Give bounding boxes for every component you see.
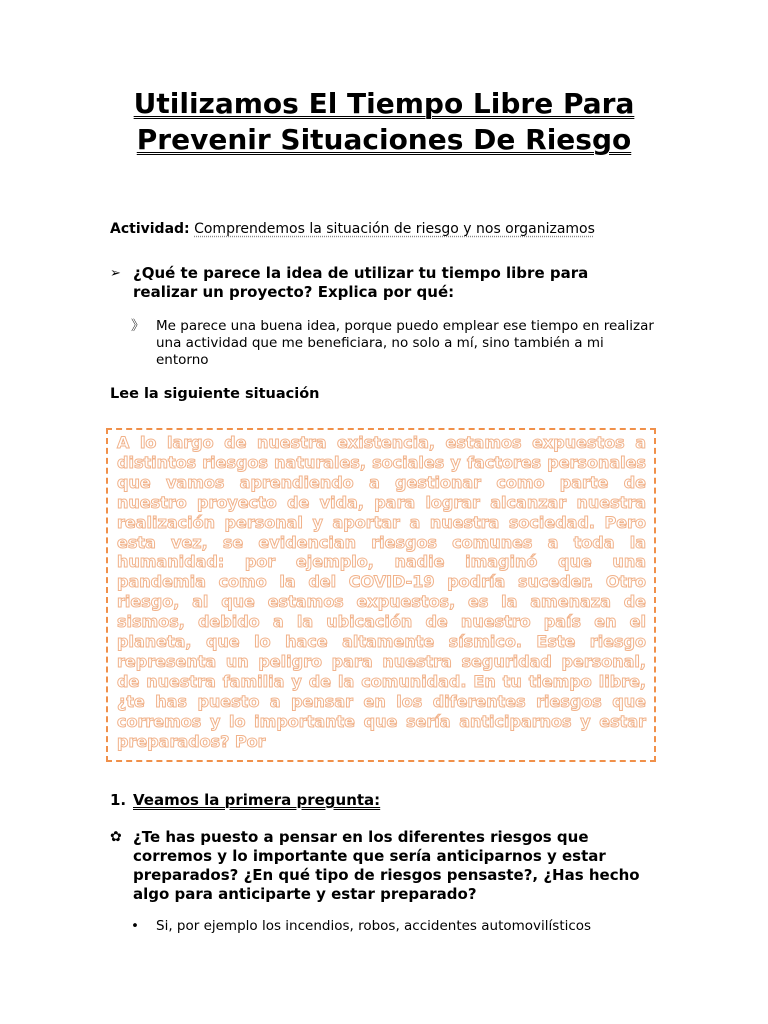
title-text: Utilizamos El Tiempo Libre Para Prevenir Situaciones De Riesgo (133, 87, 635, 156)
question-1 (110, 264, 630, 302)
double-chevron-bullet-icon: 》 (131, 318, 145, 334)
heading-text: Veamos la primera pregunta: (133, 791, 381, 809)
dot-bullet-icon: • (131, 918, 139, 934)
numbered-heading (110, 791, 380, 809)
activity-text: Comprendemos la situación de riesgo y nos organizamos (194, 221, 595, 237)
question-1-text: ¿Qué te parece la idea de utilizar tu tiempo libre para realizar un proyecto? Explica por qué: (133, 264, 589, 301)
heading-number: 1. (110, 791, 127, 809)
activity-line (110, 220, 595, 238)
document-title (90, 86, 678, 158)
section-heading: Lee la siguiente situación (110, 386, 320, 402)
answer-2-text: Si, por ejemplo los incendios, robos, accidentes automovilísticos (156, 918, 592, 934)
situation-text: A lo largo de nuestra existencia, estamos expuestos a distintos riesgos naturales, sociales y factores personales que vamos aprendiendo a gestionar como parte de nuestro proyecto de vida, para lograr alcanzar nuestra realización personal y aportar a nuestra sociedad. Pero esta vez, se evidencian riesgos comunes a toda la humanidad: por ejemplo, nadie imaginó que una pandemia como la del COVID-19 podría suceder. Otro riesgo, al que estamos expuestos, es la amenaza de sismos, debido a la ubicación de nuestro país en el planeta, que lo hace altamente sísmico. Este riesgo representa un peligro para nuestra seguridad personal, de nuestra familia y de la comunidad. En tu tiempo libre, ¿te has puesto a pensar en los diferentes riesgos que corremos y lo importante que sería anticiparnos y estar preparados? Por (117, 433, 646, 751)
arrow-bullet-icon: ➢ (110, 266, 121, 281)
answer-2 (131, 918, 591, 935)
flower-bullet-icon: ✿ (110, 829, 122, 845)
situation-textbox (106, 428, 656, 762)
question-2-text: ¿Te has puesto a pensar en los diferentes riesgos que corremos y lo importante que sería anticiparnos y estar preparados? ¿En qué tipo de riesgos pensaste?, ¿Has hecho algo para anticiparte y estar preparado? (133, 828, 640, 903)
answer-1 (131, 318, 656, 369)
question-2 (110, 828, 670, 904)
answer-1-text: Me parece una buena idea, porque puedo emplear ese tiempo en realizar una actividad que me beneficiara, no solo a mí, sino también a mi entorno (156, 318, 654, 368)
activity-label: Actividad: (110, 221, 190, 237)
